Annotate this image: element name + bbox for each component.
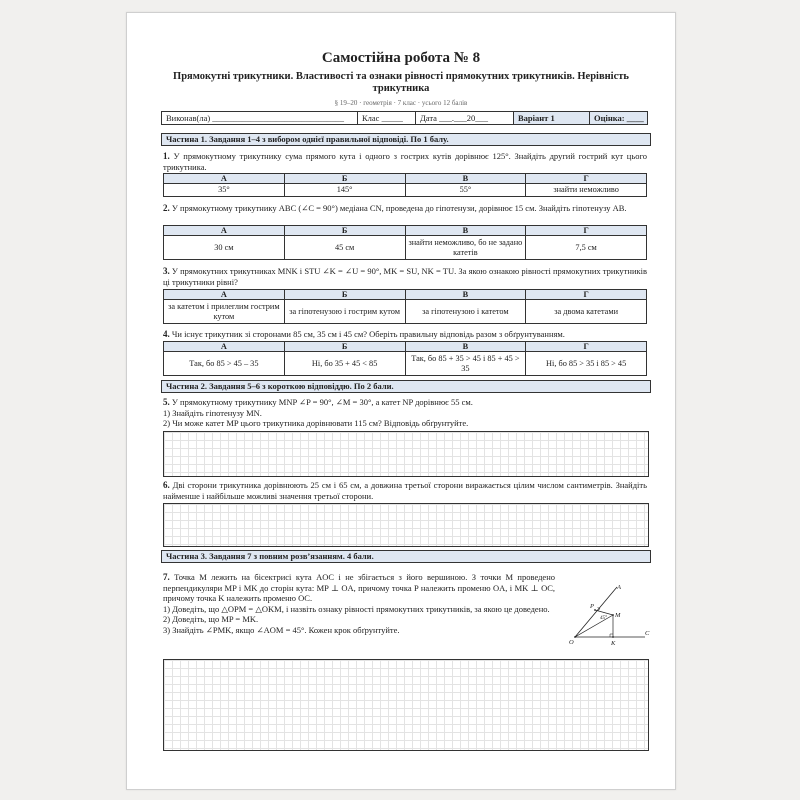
option-letter: В xyxy=(405,226,526,236)
option-b[interactable]: за гіпотенузою і гострим кутом xyxy=(284,300,405,324)
label-k: K xyxy=(611,640,616,647)
geometry-figure xyxy=(567,583,651,649)
question-1 xyxy=(163,151,647,172)
option-letter: А xyxy=(164,226,285,236)
question-3 xyxy=(163,266,647,287)
option-letter: Б xyxy=(284,174,405,184)
date-field[interactable]: Дата ___.___20___ xyxy=(416,112,514,125)
label-m: M xyxy=(615,612,621,619)
page-meta: § 19–20 · геометрія · 7 клас · усього 12 балів xyxy=(334,99,468,107)
question-text: У прямокутному трикутнику MNP ∠P = 90°, ∠M = 30°, а катет NP дорівнює 55 см. xyxy=(171,397,473,407)
option-b[interactable]: Ні, бо 35 + 45 < 85 xyxy=(284,352,405,376)
option-letter: В xyxy=(405,342,526,352)
label-o: O xyxy=(569,639,574,646)
question-subitem: 3) Знайдіть ∠PMK, якщо ∠AOM = 45°. Кожен крок обґрунтуйте. xyxy=(163,624,400,635)
section-3-header: Частина 3. Завдання 7 з повним розв’язанням. 4 бали. xyxy=(161,550,651,563)
option-d[interactable]: 7,5 см xyxy=(526,236,647,260)
question-text: Чи існує трикутник зі сторонами 85 см, 35 см і 45 см? Оберіть правильну відповідь разом з обґрунтуванням. xyxy=(171,329,565,339)
question-number: 6. xyxy=(163,480,170,490)
option-a[interactable]: Так, бо 85 > 45 – 35 xyxy=(164,352,285,376)
label-p: P xyxy=(590,603,594,610)
option-c[interactable]: Так, бо 85 + 35 > 45 і 85 + 45 > 35 xyxy=(405,352,526,376)
question-number: 3. xyxy=(163,266,170,276)
question-4-options xyxy=(163,341,647,376)
question-2-options xyxy=(163,225,647,260)
question-number: 1. xyxy=(163,151,170,161)
question-subitem: 2) Доведіть, що MP = MK. xyxy=(163,614,259,624)
option-d[interactable]: Ні, бо 85 > 35 і 85 > 45 xyxy=(526,352,647,376)
question-subitem: 2) Чи може катет MP цього трикутника дорівнювати 115 см? Відповідь обґрунтуйте. xyxy=(163,418,469,428)
option-d[interactable]: знайти неможливо xyxy=(526,184,647,197)
worksheet-page xyxy=(126,12,676,790)
question-text: Дві сторони трикутника дорівнюють 25 см і 65 см, а довжина третьої сторони виражається цілим числом сантиметрів. Знайдіть найменше і найбільше можливі значення третьої сторони. xyxy=(163,480,648,501)
answer-area-6[interactable] xyxy=(163,503,649,547)
label-c: C xyxy=(645,630,650,637)
question-subitem: 1) Знайдіть гіпотенузу MN. xyxy=(163,407,262,418)
option-letter: А xyxy=(164,174,285,184)
question-6 xyxy=(163,480,647,501)
question-7 xyxy=(163,572,555,635)
option-c[interactable]: знайти неможливо, бо не задано катетів xyxy=(405,236,526,260)
option-d[interactable]: за двома катетами xyxy=(526,300,647,324)
option-a[interactable]: 35° xyxy=(164,184,285,197)
question-3-options xyxy=(163,289,647,324)
question-2 xyxy=(163,203,647,214)
question-4 xyxy=(163,329,647,340)
option-c[interactable]: 55° xyxy=(405,184,526,197)
section-2-header: Частина 2. Завдання 5–6 з короткою відповіддю. По 2 бали. xyxy=(161,380,651,393)
angle-label: 45° xyxy=(600,616,607,621)
label-a: A xyxy=(617,584,621,591)
question-text: У прямокутних трикутниках MNK і STU ∠K = ∠U = 90°, MK = SU, NK = TU. За якою ознакою рівності прямокутних трикутників ці трикутники рівні? xyxy=(163,266,648,287)
page-title: Самостійна робота № 8 xyxy=(321,50,481,66)
answer-area-7[interactable] xyxy=(163,659,649,751)
option-letter: Г xyxy=(526,342,647,352)
question-1-options xyxy=(163,173,647,197)
page-subtitle: Прямокутні трикутники. Властивості та ознаки рівності прямокутних трикутників. Нерівність трикутника xyxy=(173,71,629,94)
question-text: У прямокутному трикутнику сума прямого кута і одного з гострих кутів дорівнює 125°. Знайдіть другий гострий кут цього трикутника. xyxy=(163,151,647,172)
answer-area-5[interactable] xyxy=(163,431,649,477)
question-number: 2. xyxy=(163,203,170,213)
option-letter: В xyxy=(405,290,526,300)
option-a[interactable]: 30 см xyxy=(164,236,285,260)
option-letter: В xyxy=(405,174,526,184)
question-subitem: 1) Доведіть, що △OPM = △OKM, і назвіть ознаку рівності прямокутних трикутників, за якою це доведено. xyxy=(163,603,550,614)
option-a[interactable]: за катетом і прилеглим гострим кутом xyxy=(164,300,285,324)
section-1-header: Частина 1. Завдання 1–4 з вибором однієї правильної відповіді. По 1 балу. xyxy=(161,133,651,146)
option-letter: Г xyxy=(526,174,647,184)
variant-label: Варіант 1 xyxy=(514,112,590,125)
option-letter: А xyxy=(164,342,285,352)
question-number: 7. xyxy=(163,572,170,582)
option-letter: Г xyxy=(526,226,647,236)
question-5 xyxy=(163,397,647,429)
student-info-table xyxy=(161,111,648,125)
option-letter: Б xyxy=(284,290,405,300)
option-b[interactable]: 145° xyxy=(284,184,405,197)
option-letter: Б xyxy=(284,226,405,236)
question-text: У прямокутному трикутнику ABC (∠C = 90°) медіана CN, проведена до гіпотенузи, дорівнює 15 см. Знайдіть гіпотенузу AB. xyxy=(171,203,627,213)
question-number: 5. xyxy=(163,397,170,407)
question-number: 4. xyxy=(163,329,170,339)
performer-field[interactable]: Виконав(ла) _______________________________ xyxy=(162,112,358,125)
option-c[interactable]: за гіпотенузою і катетом xyxy=(405,300,526,324)
option-letter: Г xyxy=(526,290,647,300)
class-field[interactable]: Клас _____ xyxy=(358,112,416,125)
option-letter: А xyxy=(164,290,285,300)
question-text: Точка M лежить на бісектрисі кута AOC і не збігається з його вершиною. З точки M проведено перпендикуляри MP і MK до сторін кута: MP ⊥ OA, причому точка P належить променю OA, і MK ⊥ OC, причому точка K належить променю OC. xyxy=(163,572,555,603)
option-letter: Б xyxy=(284,342,405,352)
option-b[interactable]: 45 см xyxy=(284,236,405,260)
grade-field: Оцінка: ____ xyxy=(590,112,648,125)
